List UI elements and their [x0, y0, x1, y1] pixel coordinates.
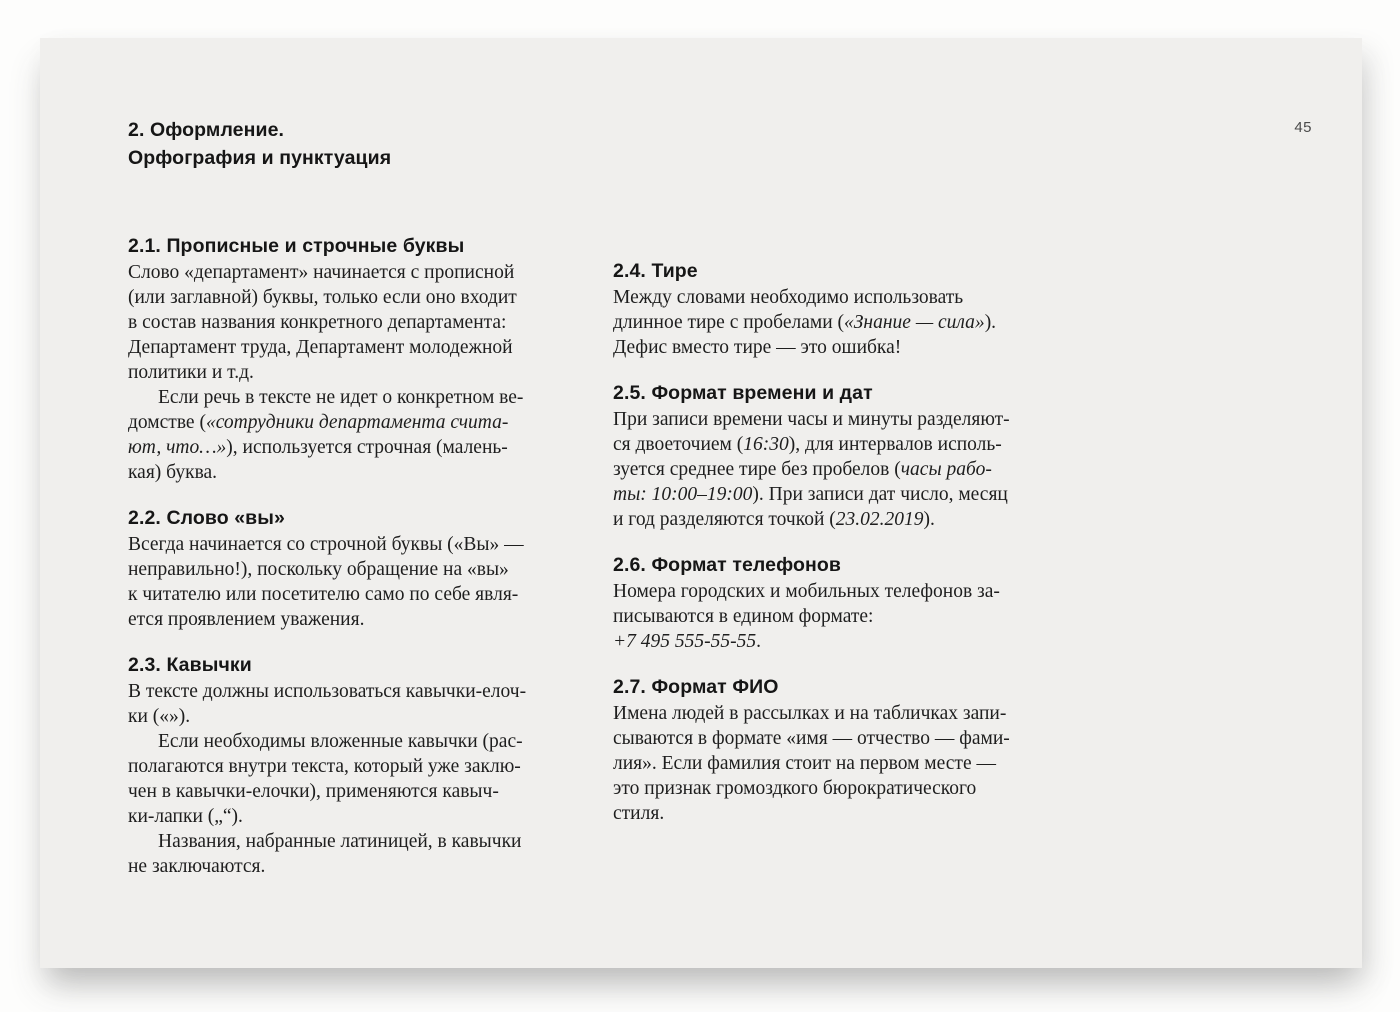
body-text: Слово «департамент» начинается с прописной	[128, 262, 515, 283]
italic-text: «сотрудники департамента счита-	[205, 412, 509, 433]
body-text: неправильно!), поскольку обращение на «вы»	[128, 559, 509, 580]
right-column	[613, 259, 1060, 900]
body-text: ся двоеточием (	[613, 434, 744, 455]
italic-text: ют, что…»	[128, 437, 227, 458]
paragraph	[613, 285, 1060, 360]
section	[128, 506, 575, 632]
section-title: 2.4. Тире	[613, 260, 698, 282]
body-text: (или заглавной) буквы, только если оно входит	[128, 287, 517, 308]
body-text: лия». Если фамилия стоит на первом месте —	[613, 753, 996, 774]
body-text: Если речь в тексте не идет о конкретном ве-	[158, 387, 524, 408]
body-text: и год разделяются точкой (	[613, 509, 836, 530]
section-title: 2.2. Слово «вы»	[128, 507, 285, 529]
section-title: 2.1. Прописные и строчные буквы	[128, 235, 465, 257]
body-text: полагаются внутри текста, который уже заклю-	[128, 756, 521, 777]
body-text: ки («»).	[128, 706, 191, 727]
section-title: 2.7. Формат ФИО	[613, 676, 779, 698]
italic-text: +7 495 555-55-55	[613, 631, 757, 652]
body-text: ется проявлением уважения.	[128, 609, 365, 630]
paragraph	[613, 701, 1060, 826]
body-text: сываются в формате «имя — отчество — фами-	[613, 728, 1010, 749]
body-text: политики и т.д.	[128, 362, 254, 383]
paragraph	[128, 679, 575, 729]
body-text: ).	[923, 509, 935, 530]
body-text: Номера городских и мобильных телефонов за-	[613, 581, 1000, 602]
body-text: В тексте должны использоваться кавычки-елоч-	[128, 681, 527, 702]
body-text: стиля.	[613, 803, 665, 824]
page-number: 45	[1294, 119, 1312, 136]
body-text: не заключаются.	[128, 856, 266, 877]
body-text: .	[756, 631, 762, 652]
section	[613, 259, 1060, 360]
text-columns	[128, 234, 1060, 900]
paragraph	[613, 579, 1060, 654]
body-text: Департамент труда, Департамент молодежной	[128, 337, 513, 358]
body-text: кая) буква.	[128, 462, 218, 483]
body-text: ), для интервалов исполь-	[788, 434, 1002, 455]
body-text: ки-лапки („“).	[128, 806, 243, 827]
chapter-header-line1: 2. Оформление.	[128, 119, 285, 141]
section	[613, 553, 1060, 654]
paragraph	[128, 532, 575, 632]
section-title: 2.3. Кавычки	[128, 654, 252, 676]
section	[128, 653, 575, 879]
body-text: Имена людей в рассылках и на табличках запи-	[613, 703, 1007, 724]
section	[613, 675, 1060, 826]
body-text: чен в кавычки-елочки), применяются кавыч-	[128, 781, 499, 802]
body-text: Всегда начинается со строчной буквы («Вы» —	[128, 534, 524, 555]
body-text: ).	[984, 312, 997, 333]
body-text: ). При записи дат число, месяц	[752, 484, 1008, 505]
section	[613, 381, 1060, 532]
body-text: длинное тире с пробелами (	[613, 312, 845, 333]
left-column	[128, 234, 575, 900]
body-text: писываются в едином формате:	[613, 606, 874, 627]
body-text: это признак громоздкого бюрократического	[613, 778, 977, 799]
section-title: 2.5. Формат времени и дат	[613, 382, 873, 404]
body-text: Названия, набранные латиницей, в кавычки	[158, 831, 522, 852]
body-text: При записи времени часы и минуты разделяют-	[613, 409, 1010, 430]
chapter-header-line2: Орфография и пунктуация	[128, 147, 392, 169]
italic-text: 23.02.2019	[835, 509, 924, 530]
section-title: 2.6. Формат телефонов	[613, 554, 841, 576]
body-text: Дефис вместо тире — это ошибка!	[613, 337, 902, 358]
body-text: к читателю или посетителю само по себе явля-	[128, 584, 519, 605]
paragraph	[128, 729, 575, 829]
paragraph	[128, 829, 575, 879]
italic-text: ты: 10:00–19:00	[613, 484, 753, 505]
italic-text: 16:30	[743, 434, 789, 455]
italic-text: часы рабо-	[900, 459, 992, 480]
paragraph	[613, 407, 1060, 532]
body-text: Между словами необходимо использовать	[613, 287, 964, 308]
chapter-header	[128, 116, 391, 172]
document-page	[40, 38, 1362, 968]
italic-text: «Знание — сила»	[844, 312, 985, 333]
body-text: Если необходимы вложенные кавычки (рас-	[158, 731, 523, 752]
paragraph	[128, 385, 575, 485]
body-text: ), используется строчная (малень-	[226, 437, 508, 458]
paragraph	[128, 260, 575, 385]
section	[128, 234, 575, 485]
body-text: в состав названия конкретного департамента:	[128, 312, 507, 333]
body-text: домстве (	[128, 412, 206, 433]
body-text: зуется среднее тире без пробелов (	[613, 459, 901, 480]
